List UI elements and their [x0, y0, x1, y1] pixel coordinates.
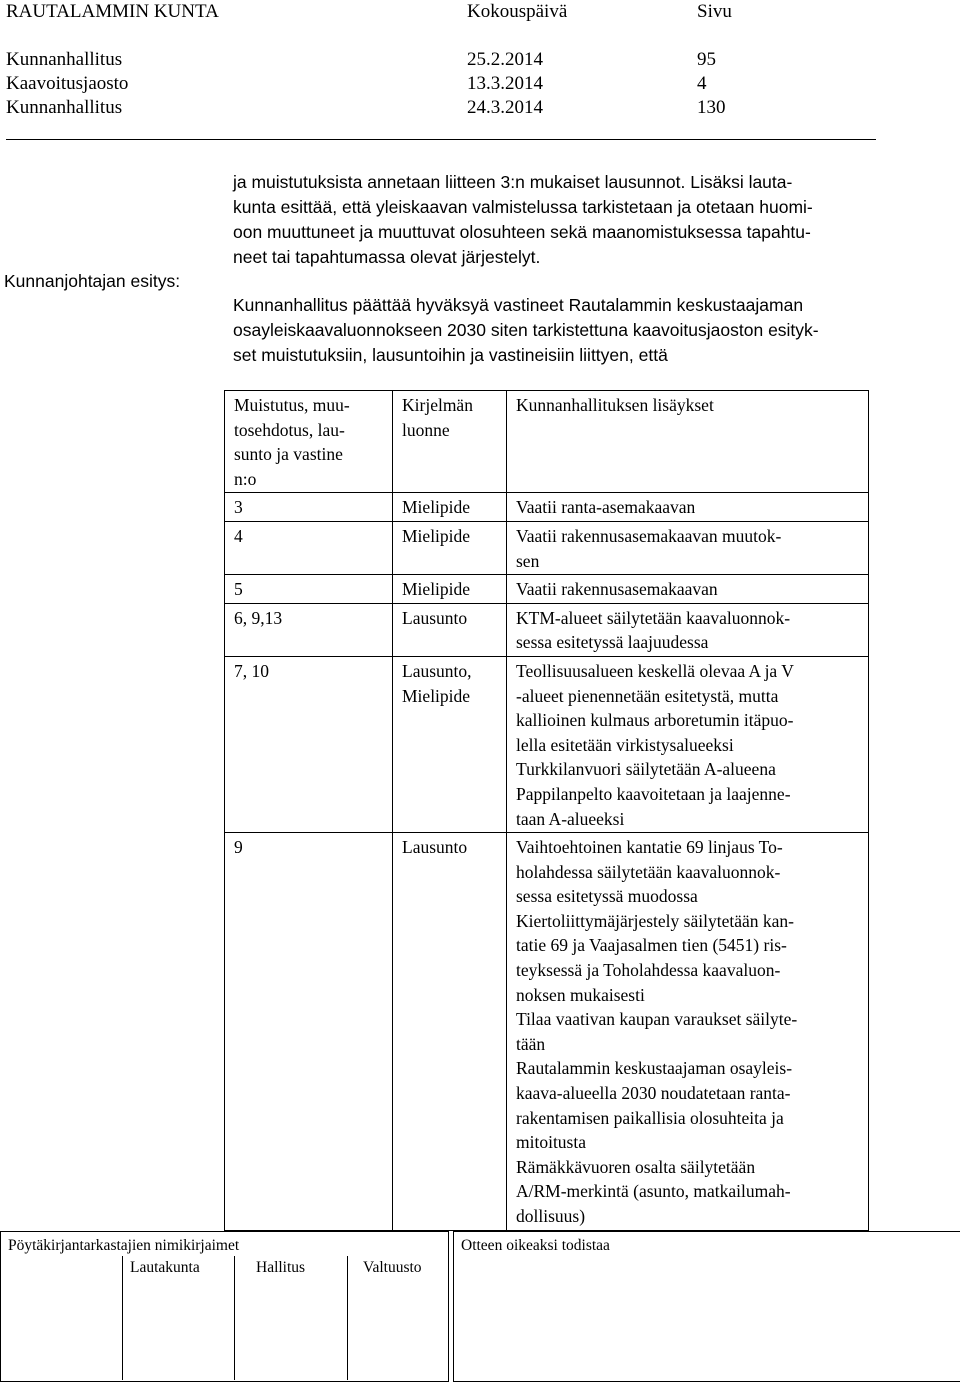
- cell-type: [393, 521, 507, 574]
- paragraph-decision: [233, 293, 873, 368]
- organization-name: RAUTALAMMIN KUNTA: [6, 1, 219, 22]
- responses-table: [224, 390, 869, 1231]
- proposal-label: Kunnanjohtajan esitys:: [4, 271, 181, 291]
- cell-line: sen: [516, 550, 540, 571]
- cell-line: Mielipide: [402, 579, 471, 600]
- text-line: neet tai tapahtumassa olevat järjestelyt.: [233, 247, 541, 267]
- cell-number: [225, 656, 393, 832]
- footer-divider: [122, 1256, 123, 1380]
- footer-col-government: Hallitus: [256, 1259, 306, 1276]
- page-heading: Sivu: [697, 1, 732, 22]
- text-line: ja muistutuksista annetaan liitteen 3:n mukaiset lausunnot. Lisäksi lauta-: [233, 172, 793, 192]
- footer-initials-title: Pöytäkirjantarkastajien nimikirjaimet: [8, 1237, 240, 1254]
- cell-line: n:o: [234, 468, 257, 489]
- cell-line: 3: [234, 497, 243, 518]
- cell-type: [393, 575, 507, 604]
- cell-line: kaava-alueella 2030 noudatetaan ranta-: [516, 1083, 791, 1104]
- cell-type: [393, 656, 507, 832]
- table-row: [225, 575, 869, 604]
- cell-line: A/RM-merkintä (asunto, matkailumah-: [516, 1181, 791, 1202]
- cell-line: Lausunto: [402, 607, 468, 628]
- cell-line: Lausunto,: [402, 660, 472, 681]
- cell-additions: [507, 603, 869, 656]
- header-meeting-date: 13.3.2014: [467, 73, 543, 94]
- cell-line: Turkkilanvuori säilytetään A-alueena: [516, 759, 776, 780]
- header-meeting-date: 24.3.2014: [467, 97, 543, 118]
- cell-line: 9: [234, 837, 243, 858]
- cell-line: noksen mukaisesti: [516, 984, 645, 1005]
- cell-line: tään: [516, 1033, 546, 1054]
- cell-type: [393, 493, 507, 522]
- cell-line: taan A-alueeksi: [516, 808, 625, 829]
- cell-additions: [507, 656, 869, 832]
- cell-type: [393, 833, 507, 1231]
- cell-line: sessa esitetyssä muodossa: [516, 886, 698, 907]
- table-row: [225, 656, 869, 832]
- text-line: oon muuttuneet ja muuttuvat olosuhteen sekä maanomistuksessa tapahtu-: [233, 222, 811, 242]
- text-line: osayleiskaavaluonnokseen 2030 siten tarkistettuna kaavoitusjaoston esityk-: [233, 320, 819, 340]
- cell-additions: [507, 575, 869, 604]
- text-line: Kunnanhallitus päättää hyväksyä vastineet Rautalammin keskustaajaman: [233, 295, 804, 315]
- cell-additions: [507, 833, 869, 1231]
- cell-line: holahdessa säilytetään kaavaluonnok-: [516, 861, 781, 882]
- header-body-name: Kunnanhallitus: [6, 97, 123, 118]
- table-row: [225, 493, 869, 522]
- cell-type: [393, 603, 507, 656]
- cell-line: sessa esitetyssä laajuudessa: [516, 632, 709, 653]
- table-header-row: [225, 391, 869, 493]
- cell-line: kallioinen kulmaus arboretumin itäpuo-: [516, 710, 794, 731]
- cell-line: 5: [234, 579, 243, 600]
- header-body-name: Kunnanhallitus: [6, 49, 123, 70]
- cell-number: [225, 493, 393, 522]
- cell-line: rakentamisen paikallisia olosuhteita ja: [516, 1107, 784, 1128]
- cell-line: Lausunto: [402, 837, 468, 858]
- cell-number: [225, 833, 393, 1231]
- cell-line: lella esitetään virkistysalueeksi: [516, 734, 734, 755]
- footer-col-board: Lautakunta: [130, 1259, 200, 1276]
- cell-line: mitoitusta: [516, 1132, 586, 1153]
- cell-line: -alueet pienennetään esitetystä, mutta: [516, 685, 779, 706]
- cell-line: Teollisuusalueen keskellä olevaa A ja V: [516, 660, 794, 681]
- meeting-date-heading: Kokouspäivä: [467, 1, 568, 22]
- footer-certification-title: Otteen oikeaksi todistaa: [461, 1237, 610, 1254]
- footer-divider: [347, 1256, 348, 1380]
- cell-additions: [507, 521, 869, 574]
- cell-number: [225, 603, 393, 656]
- cell-line: Rautalammin keskustaajaman osayleis-: [516, 1058, 793, 1079]
- cell-number: [225, 521, 393, 574]
- header-meeting-date: 25.2.2014: [467, 49, 543, 70]
- cell-line: Vaatii rakennusasemakaavan muutok-: [516, 525, 782, 546]
- header-page-number: 4: [697, 73, 707, 94]
- text-line: set muistutuksiin, lausuntoihin ja vastineisiin liittyen, että: [233, 345, 668, 365]
- cell-line: Vaatii ranta-asemakaavan: [516, 497, 696, 518]
- cell-line: luonne: [402, 419, 450, 440]
- cell-line: tatie 69 ja Vaajasalmen tien (5451) ris-: [516, 935, 787, 956]
- cell-line: Kirjelmän: [402, 395, 473, 415]
- text-line: kunta esittää, että yleiskaavan valmistelussa tarkistetaan ja otetaan huomi-: [233, 197, 813, 217]
- cell-line: teyksessä ja Toholahdessa kaavaluon-: [516, 960, 781, 981]
- header-cell-number: [225, 391, 393, 493]
- cell-line: Vaatii rakennusasemakaavan: [516, 579, 718, 600]
- cell-line: Mielipide: [402, 685, 471, 706]
- table-row: [225, 603, 869, 656]
- paragraph-statements: [233, 170, 873, 270]
- cell-additions: [507, 493, 869, 522]
- cell-line: Tilaa vaativan kaupan varaukset säilyte-: [516, 1009, 798, 1030]
- cell-line: Kiertoliittymäjärjestely säilytetään kan-: [516, 910, 794, 931]
- header-page-number: 95: [697, 49, 716, 70]
- cell-line: KTM-alueet säilytetään kaavaluonnok-: [516, 607, 791, 628]
- cell-line: Mielipide: [402, 525, 471, 546]
- cell-line: Kunnanhallituksen lisäykset: [516, 395, 714, 415]
- table-row: [225, 521, 869, 574]
- header-divider: [6, 139, 876, 140]
- header-cell-additions: [507, 391, 869, 493]
- footer-col-council: Valtuusto: [363, 1259, 422, 1276]
- cell-line: Vaihtoehtoinen kantatie 69 linjaus To-: [516, 837, 783, 858]
- header-body-name: Kaavoitusjaosto: [6, 73, 129, 94]
- cell-line: 4: [234, 525, 243, 546]
- cell-line: Rämäkkävuoren osalta säilytetään: [516, 1156, 756, 1177]
- table-row: [225, 833, 869, 1231]
- cell-line: 7, 10: [234, 660, 269, 681]
- cell-line: tosehdotus, lau-: [234, 419, 345, 440]
- footer-divider: [234, 1256, 235, 1380]
- cell-number: [225, 575, 393, 604]
- cell-line: Muistutus, muu-: [234, 395, 350, 415]
- header-page-number: 130: [697, 97, 726, 118]
- cell-line: 6, 9,13: [234, 607, 283, 628]
- header-cell-type: [393, 391, 507, 493]
- cell-line: dollisuus): [516, 1206, 586, 1226]
- cell-line: Mielipide: [402, 497, 471, 518]
- cell-line: Pappilanpelto kaavoitetaan ja laajenne-: [516, 783, 791, 804]
- cell-line: sunto ja vastine: [234, 444, 343, 465]
